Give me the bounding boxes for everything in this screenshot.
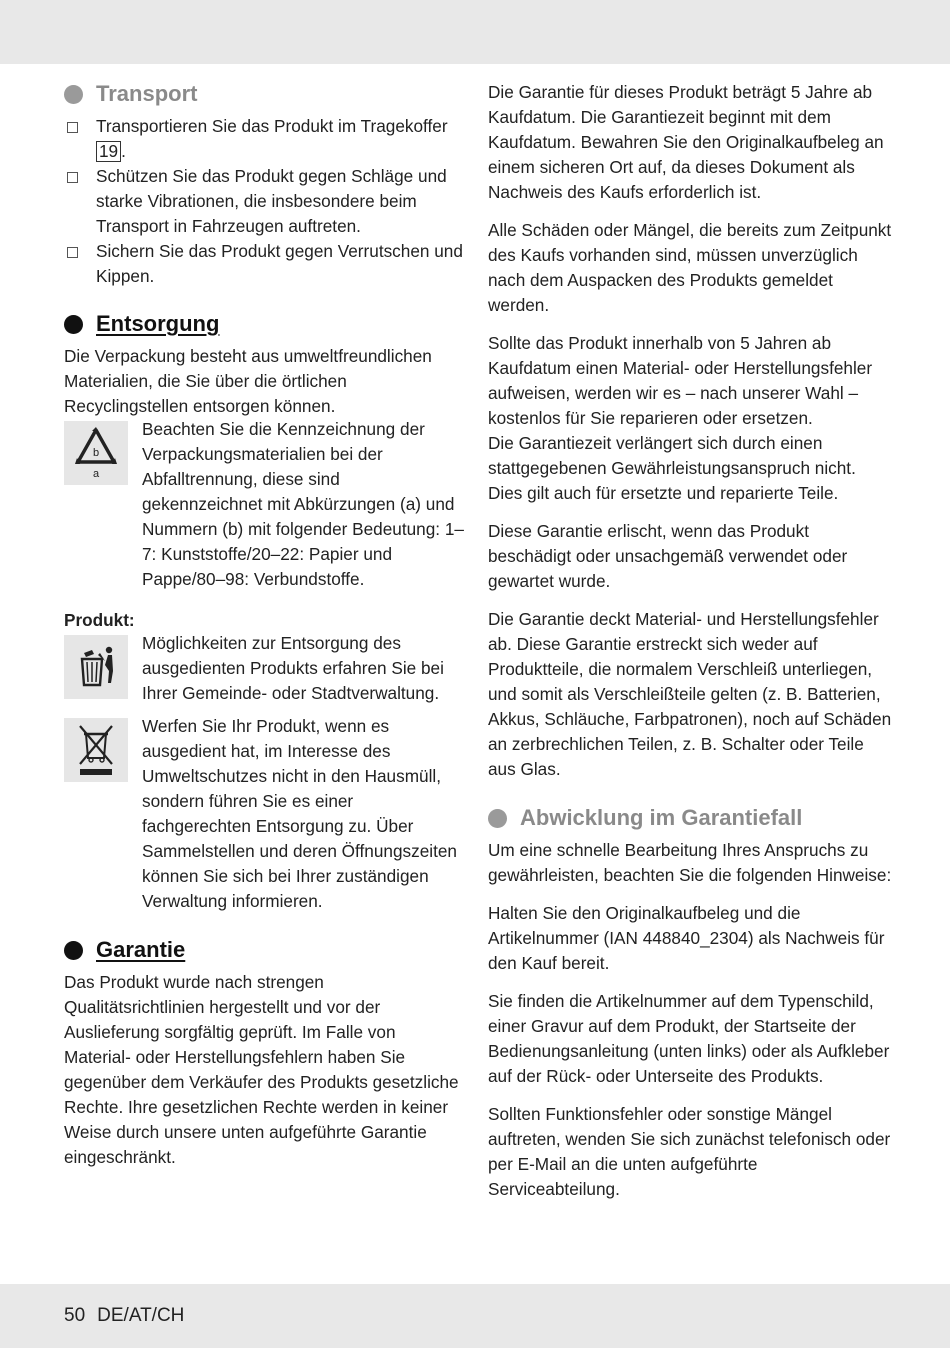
produkt-label: Produkt:	[64, 610, 135, 630]
part-reference: 19	[96, 141, 121, 162]
top-band	[0, 0, 950, 64]
checkbox-square-icon	[67, 247, 78, 258]
entsorgung-intro: Die Verpackung besteht aus umweltfreundlichen Materialien, die Sie über die örtlichen Recyclingstellen entsorgen können.	[64, 346, 432, 416]
transport-heading: Transport	[64, 80, 464, 108]
abwicklung-paragraph: Sollten Funktionsfehler oder sonstige Mängel auftreten, wenden Sie sich zunächst telefonisch oder per E-Mail an die unten aufgeführte Serviceabteilung.	[488, 1104, 891, 1199]
abwicklung-paragraph: Um eine schnelle Bearbeitung Ihres Anspruchs zu gewährleisten, beachten Sie die folgenden Hinweise:	[488, 840, 892, 885]
bullet-dot-icon	[64, 315, 83, 334]
garantie-paragraph: Die Garantie deckt Material- und Herstellungsfehler ab. Diese Garantie erstreckt sich weder auf Produktteile, die normalem Verschleiß unterliegen, und somit als Verschleißteile gelten (z. B. Batterien, Akkus, Schläuche, Farbpatronen), noch auf Schäden an zerbrechlichen Teilen, z. B. Schalter oder Teile aus Glas.	[488, 609, 892, 779]
trash-bin-icon	[64, 635, 128, 699]
abwicklung-heading: Abwicklung im Garantiefall	[488, 804, 893, 832]
page-footer	[64, 1303, 184, 1329]
weee-text: Werfen Sie Ihr Produkt, wenn es ausgedient hat, im Interesse des Umweltschutzes nicht in den Hausmüll, sondern führen Sie es einer fachgerechten Entsorgung zu. Über Sammelstellen und deren Öffnungszeiten können Sie sich bei Ihrer zuständigen Verwaltung informieren.	[142, 716, 457, 911]
transport-list	[64, 114, 464, 289]
garantie-heading: Garantie	[64, 936, 464, 964]
right-column	[488, 80, 893, 1202]
bin-text: Möglichkeiten zur Entsorgung des ausgedienten Produkts erfahren Sie bei Ihrer Gemeinde- oder Stadtverwaltung.	[142, 633, 444, 703]
list-item: Transportieren Sie das Produkt im Tragekoffer 19 .	[64, 114, 464, 164]
bullet-dot-icon	[64, 85, 83, 104]
garantie-paragraph: Die Garantie für dieses Produkt beträgt 5 Jahre ab Kaufdatum. Die Garantiezeit beginnt mit dem Kaufdatum. Bewahren Sie den Originalkaufbeleg an einem sicheren Ort auf, da dieses Dokument als Nachweis des Kaufs erforderlich ist.	[488, 82, 884, 202]
entsorgung-heading: Entsorgung	[64, 310, 464, 338]
bin-info	[64, 633, 464, 706]
garantie-paragraph: Das Produkt wurde nach strengen Qualitätsrichtlinien hergestellt und vor der Auslieferung sorgfältig geprüft. Im Falle von Material- oder Herstellungsfehlern haben Sie gegenüber dem Verkäufer des Produkts gesetzliche Rechte. Ihre gesetzlichen Rechte werden in keiner Weise durch unsere unten aufgeführte Garantie eingeschränkt.	[64, 972, 459, 1167]
recycle-info	[64, 419, 464, 592]
list-item: Sichern Sie das Produkt gegen Verrutschen und Kippen.	[64, 239, 464, 289]
garantie-paragraph: Alle Schäden oder Mängel, die bereits zum Zeitpunkt des Kaufs vorhanden sind, müssen unverzüglich nach dem Auspacken des Produkts gemeldet werden.	[488, 220, 892, 315]
checkbox-square-icon	[67, 122, 78, 133]
recycling-icon	[64, 421, 128, 485]
garantie-paragraph: Sollte das Produkt innerhalb von 5 Jahren ab Kaufdatum einen Material- oder Herstellungsfehler aufweisen, werden wir es – nach unserer Wahl – kostenlos für Sie reparieren oder ersetzen.	[488, 333, 873, 428]
weee-info	[64, 716, 464, 914]
crossed-out-bin-icon	[64, 718, 128, 782]
checkbox-square-icon	[67, 172, 78, 183]
garantie-paragraph: Diese Garantie erlischt, wenn das Produkt beschädigt oder unsachgemäß verwendet oder gewartet wurde.	[488, 521, 848, 591]
list-item: Schützen Sie das Produkt gegen Schläge und starke Vibrationen, die insbesondere beim Transport in Fahrzeugen auftreten.	[64, 164, 464, 239]
bullet-dot-icon	[488, 809, 507, 828]
left-column	[64, 80, 464, 1170]
garantie-paragraph: Die Garantiezeit verlängert sich durch einen stattgegebenen Gewährleistungsanspruch nicht. Dies gilt auch für ersetzte und reparierte Teile.	[488, 433, 856, 503]
svg-text:b: b	[92, 447, 100, 459]
svg-text:a: a	[92, 468, 100, 480]
bullet-dot-icon	[64, 941, 83, 960]
page-number: 50	[64, 1305, 86, 1326]
page-locale: DE/AT/CH	[97, 1305, 185, 1326]
abwicklung-paragraph: Sie finden die Artikelnummer auf dem Typenschild, einer Gravur auf dem Produkt, der Startseite der Bedienungsanleitung (unten links) oder als Aufkleber auf der Rück- oder Unterseite des Produkts.	[488, 991, 890, 1086]
abwicklung-paragraph: Halten Sie den Originalkaufbeleg und die Artikelnummer (IAN 448840_2304) als Nachweis für den Kauf bereit.	[488, 903, 885, 973]
recycle-text: Beachten Sie die Kennzeichnung der Verpackungsmaterialien bei der Abfalltrennung, diese sind gekennzeichnet mit Abkürzungen (a) und Nummern (b) mit folgender Bedeutung: 1–7: Kunststoffe/20–22: Papier und Pappe/80–98: Verbundstoffe.	[142, 419, 464, 589]
